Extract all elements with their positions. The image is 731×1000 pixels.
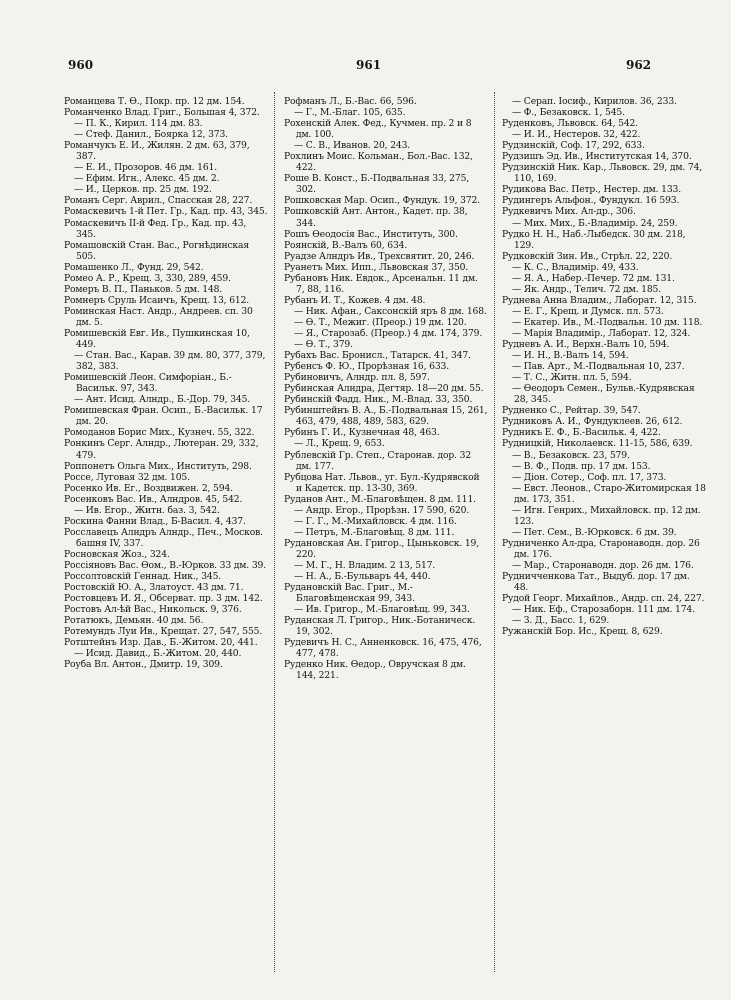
directory-entry: — В., Безаковск. 23, 579. [512, 449, 630, 461]
directory-entry: Руденковъ, Львовск. 64, 542. [502, 118, 638, 130]
directory-entry: Руадзе Алндръ Ив., Трехсвятит. 20, 246. [284, 250, 475, 262]
directory-entry: Рудзинскій, Соф. 17, 292, 633. [502, 140, 645, 152]
directory-entry: — Стеф. Данил., Боярка 12, 373. [74, 129, 228, 141]
directory-entry: — Екатер. Ив., М.-Подвальн. 10 дм. 118. [512, 316, 703, 328]
directory-entry: — Ф., Безаковск. 1, 545. [512, 107, 625, 119]
directory-entry: Ромаскевичъ 1-й Пет. Гр., Кад. пр. 43, 345. [64, 206, 268, 218]
directory-entry: — Марія Владимір., Лаборат. 12, 324. [512, 327, 691, 339]
directory-entry: Росславецъ Алндръ Алндр., Печ., Москов. башня IV, 337. [64, 526, 263, 549]
directory-entry: — Я. А., Набер.-Печер. 72 дм. 131. [512, 272, 675, 284]
directory-entry: Романчукъ Е. И., Жилян. 2 дм. 63, 379, 387. [64, 140, 250, 163]
directory-entry: Рубинская Алндра, Дегтяр. 18—20 дм. 55. [284, 383, 484, 395]
directory-entry: Рудзишъ Эд. Ив., Институтская 14, 370. [502, 151, 692, 163]
directory-entry: Рудой Георг. Михайлов., Андр. сп. 24, 227. [502, 593, 705, 605]
directory-entry: Рубцова Нат. Львов., уг. Бул.-Кудрявской и Кадетск. пр. 13-30, 369. [284, 471, 480, 494]
directory-entry: Ронкинъ Серг. Алндр., Лютеран. 29, 332, 479. [64, 438, 259, 461]
directory-entry: Ромашенко Л., Фунд. 29, 542. [64, 261, 204, 273]
directory-entry: — И. И., Нестеров. 32, 422. [512, 129, 641, 141]
directory-entry: Рудановская Ан. Григор., Цыньковск. 19, 220. [284, 537, 480, 560]
directory-entry: — П. К., Кирил. 114 дм. 83. [74, 118, 203, 130]
directory-entry: Рубахъ Вас. Бронисл., Татарск. 41, 347. [284, 350, 471, 362]
directory-column-3 [502, 96, 706, 637]
directory-entry: Росенковъ Вас. Ив., Алндров. 45, 542. [64, 493, 243, 505]
directory-entry: Ротатюкъ, Демьян. 40 дм. 56. [64, 615, 204, 627]
directory-entry: — И. Н., В.-Валъ 14, 594. [512, 350, 629, 362]
directory-entry: Россолтовскій Геннад. Ник., 345. [64, 571, 222, 583]
page-number-left: 960 [68, 58, 94, 72]
directory-entry: Рудингеръ Альфон., Фундукл. 16 593. [502, 195, 680, 207]
directory-entry: — З. Д., Басс. 1, 629. [512, 615, 610, 627]
directory-entry: Романъ Серг. Аврил., Спасская 28, 227. [64, 195, 253, 207]
directory-entry: — Ѳ. Т., Межиг. (Преор.) 19 дм. 120. [294, 316, 467, 328]
directory-entry: Рудковскій Зин. Ив., Стрѣл. 22, 220. [502, 250, 673, 262]
directory-entry: — М. Г., Н. Владим. 2 13, 517. [294, 559, 436, 571]
directory-entry: Роуба Вл. Антон., Дмитр. 19, 309. [64, 659, 223, 671]
directory-entry: — Ник. Еф., Старозаборн. 111 дм. 174. [512, 604, 695, 616]
directory-column-1 [64, 96, 268, 670]
directory-entry: Рошъ Ѳеодосія Вас., Институть, 300. [284, 228, 458, 240]
directory-entry: Романцева Т. Ѳ., Покр. пр. 12 дм. 154. [64, 96, 245, 107]
directory-entry: — Ив. Егор., Житн. баз. 3, 542. [74, 504, 220, 516]
directory-entry: — Серап. Іосиф., Кирилов. 36, 233. [512, 96, 677, 107]
directory-entry: Рудкевичъ Мих. Ал-др., 306. [502, 206, 636, 218]
directory-entry: — Игн. Генрих., Михайловск. пр. 12 дм. 123. [512, 504, 701, 527]
directory-entry: Рудевичъ Н. С., Анненковск. 16, 475, 476, 477, 478. [284, 637, 482, 660]
page-number-middle: 961 [356, 58, 382, 72]
directory-entry: Ромашовскій Стан. Вас., Рогнѣдинская 505. [64, 239, 249, 262]
directory-entry: — Андр. Егор., Прорѣзн. 17 590, 620. [294, 504, 470, 516]
directory-entry: — Пав. Арт., М.-Подвальная 10, 237. [512, 361, 685, 373]
directory-entry: Ротемундъ Луи Ив., Крещат. 27, 547, 555. [64, 626, 263, 638]
directory-entry: Ромнеръ Сруль Исаичъ, Крещ. 13, 612. [64, 294, 250, 306]
directory-entry: Рубенсъ Ф. Ю., Прорѣзная 16, 633. [284, 361, 449, 373]
directory-entry: Рудниченко Ал-дра, Старонаводн. дор. 26 дм. 176. [502, 537, 700, 560]
directory-entry: Роше В. Конст., Б.-Подвальная 33, 275, 302. [284, 173, 470, 196]
directory-entry: — С. В., Иванов. 20, 243. [294, 140, 411, 152]
directory-entry: Рудикова Вас. Петр., Нестер. дм. 133. [502, 184, 681, 196]
directory-entry: Ротштейнъ Изр. Дав., Б.-Житом. 20, 441. [64, 637, 258, 649]
directory-entry: Рофманъ Л., Б.-Вас. 66, 596. [284, 96, 417, 107]
column-rule-1 [274, 92, 275, 972]
directory-entry: — Мар., Старонаводн. дор. 26 дм. 176. [512, 559, 694, 571]
directory-entry: Россе, Луговая 32 дм. 105. [64, 471, 190, 483]
directory-entry: Ромео А. Р., Крещ. 3, 330, 289, 459. [64, 272, 231, 284]
directory-entry: Рубинъ Г. И., Кузнечная 48, 463. [284, 427, 440, 439]
directory-entry: Рудницкій, Николаевск. 11-15, 586, 639. [502, 438, 693, 450]
directory-entry: — Исид. Давид., Б.-Житом. 20, 440. [74, 648, 242, 660]
directory-entry: Руднева Анна Владим., Лаборат. 12, 315. [502, 294, 697, 306]
directory-entry: — Т. С., Житн. пл. 5, 594. [512, 372, 632, 384]
directory-entry: Рудниковъ А. И., Фундуклеев. 26, 612. [502, 416, 683, 428]
directory-entry: Рудановскій Вас. Григ., М.-Благовѣщенская 99, 343. [284, 582, 415, 605]
directory-entry: Рохенскій Алек. Фед., Кучмен. пр. 2 и 8 дм. 100. [284, 118, 472, 141]
directory-column-2 [284, 96, 488, 681]
directory-entry: Росенко Ив. Ег., Воздвижен. 2, 594. [64, 482, 233, 494]
directory-entry: — Мих. Мих., Б.-Владимір. 24, 259. [512, 217, 678, 229]
directory-entry: Рохлинъ Моис. Кольман., Бол.-Вас. 132, 422. [284, 151, 473, 174]
directory-entry: Рудничченкова Тат., Выдуб. дор. 17 дм. 48. [502, 571, 690, 594]
directory-entry: Рубиновичъ, Алндр. пл. 8, 597. [284, 372, 430, 384]
directory-entry: Роппонетъ Ольга Мих., Институть, 298. [64, 460, 252, 472]
directory-entry: — Ѳ. Т., 379. [294, 339, 353, 351]
directory-entry: Руданов Ант., М.-Благовѣщен. 8 дм. 111. [284, 493, 476, 505]
page-number-right: 962 [626, 58, 652, 72]
directory-entry: — Як. Андр., Телич. 72 дм. 185. [512, 283, 661, 295]
directory-entry: — Е. И., Прозоров. 46 дм. 161. [74, 162, 218, 174]
directory-entry: Россіяновъ Вас. Ѳом., В.-Юрков. 33 дм. 39. [64, 559, 266, 571]
directory-entry: Руанетъ Мих. Ипп., Львовская 37, 350. [284, 261, 469, 273]
directory-entry: Рошковскій Ант. Антон., Кадет. пр. 38, 344. [284, 206, 468, 229]
directory-entry: — Г., М.-Благ. 105, 635. [294, 107, 406, 119]
directory-entry: — Е. Г., Крещ. и Думск. пл. 573. [512, 305, 664, 317]
directory-entry: Ромеръ В. П., Паньков. 5 дм. 148. [64, 283, 223, 295]
directory-entry: — И., Церков. пр. 25 дм. 192. [74, 184, 212, 196]
directory-entry: Роскина Фанни Влад., Б-Васил. 4, 437. [64, 515, 246, 527]
directory-entry: Рубинскій Фадд. Ник., М.-Влад. 33, 350. [284, 394, 473, 406]
directory-entry: Рубановъ Ник. Евдок., Арсенальн. 11 дм. 7, 88, 116. [284, 272, 478, 295]
directory-entry: Руданская Л. Григор., Ник.-Ботаническ. 19, 302. [284, 615, 476, 638]
directory-entry: Роминская Наст. Андр., Андреев. сп. 30 дм. 5. [64, 305, 253, 328]
directory-entry: — Л., Крещ. 9, 653. [294, 438, 385, 450]
directory-entry: Рошковская Мар. Осип., Фундук. 19, 372. [284, 195, 481, 207]
directory-entry: — Петръ, М.-Благовѣщ. 8 дм. 111. [294, 526, 455, 538]
directory-entry: Рудненко С., Рейтар. 39, 547. [502, 405, 641, 417]
directory-entry: Рубанъ И. Т., Кожев. 4 дм. 48. [284, 294, 426, 306]
directory-entry: Ростовцевъ И. Я., Обсерват. пр. 3 дм. 142. [64, 593, 263, 605]
directory-entry: Руденко Ник. Ѳедор., Овручская 8 дм. 144, 221. [284, 659, 466, 682]
directory-entry: Рудко Н. Н., Наб.-Лыбедск. 30 дм. 218, 129. [502, 228, 686, 251]
directory-entry: — Н. А., Б.-Бульваръ 44, 440. [294, 571, 431, 583]
directory-entry: Романченко Влад. Григ., Большая 4, 372. [64, 107, 260, 119]
directory-entry: — Діон. Сотер., Соф. пл. 17, 373. [512, 471, 667, 483]
directory-entry: — Ник. Афан., Саксонскій яръ 8 дм. 168. [294, 305, 487, 317]
directory-entry: Рудневъ А. И., Верхн.-Валъ 10, 594. [502, 339, 670, 351]
directory-entry: — Стан. Вас., Карав. 39 дм. 80, 377, 379, 382, 383. [74, 350, 266, 373]
directory-entry: Ростовъ Ал-ѣй Вас., Никольск. 9, 376. [64, 604, 242, 616]
directory-entry: — Ив. Григор., М.-Благовѣщ. 99, 343. [294, 604, 470, 616]
directory-entry: — Пет. Сем., В.-Юрковск. 6 дм. 39. [512, 526, 677, 538]
directory-entry: Рудзинскій Ник. Кар., Львовск. 29, дм. 74, 110, 169. [502, 162, 703, 185]
directory-entry: Ростовскій Ю. А., Златоуст. 43 дм. 71. [64, 582, 244, 594]
directory-entry: Рудникъ Е. Ф., Б.-Васильк. 4, 422. [502, 427, 661, 439]
directory-entry: — Г. Г., М.-Михайловск. 4 дм. 116. [294, 515, 457, 527]
directory-entry: — Ефим. Игн., Алекс. 45 дм. 2. [74, 173, 220, 185]
directory-entry: Ружанскій Бор. Ис., Крещ. 8, 629. [502, 626, 663, 638]
directory-entry: Ромишевская Фран. Осип., Б.-Васильк. 17 дм. 20. [64, 405, 263, 428]
directory-entry: Росновская Жоз., 324. [64, 548, 170, 560]
directory-entry: Ромоданов Борис Мих., Кузнеч. 55, 322. [64, 427, 255, 439]
directory-entry: — Я., Старозаб. (Преор.) 4 дм. 174, 379. [294, 327, 483, 339]
directory-entry: — Ѳеодоръ Семен., Бульв.-Кудрявская 28, 345. [512, 383, 695, 406]
directory-entry: — Евст. Леонов., Старо-Житомирская 18 дм. 173, 351. [512, 482, 706, 505]
directory-entry: Роянскій, В.-Валъ 60, 634. [284, 239, 408, 251]
directory-entry: Ромаскевичъ II-й Фед. Гр., Кад. пр. 43, 345. [64, 217, 247, 240]
directory-entry: Рубинштейнъ В. А., Б.-Подвальная 15, 261, 463, 479, 488, 489, 583, 629. [284, 405, 488, 428]
directory-entry: — Ант. Исид. Алндр., Б.-Дор. 79, 345. [74, 394, 251, 406]
column-rule-2 [494, 92, 495, 972]
directory-entry: — К. С., Владимір. 49, 433. [512, 261, 639, 273]
directory-entry: Ромишевскій Леон. Симфоріан., Б.-Васильк. 97, 343. [64, 372, 232, 395]
directory-entry: Рублевскій Гр. Степ., Старонав. дор. 32 дм. 177. [284, 449, 472, 472]
directory-entry: Ромишевскій Евг. Ив., Пушкинская 10, 449. [64, 327, 250, 351]
directory-entry: — В. Ф., Подв. пр. 17 дм. 153. [512, 460, 651, 472]
